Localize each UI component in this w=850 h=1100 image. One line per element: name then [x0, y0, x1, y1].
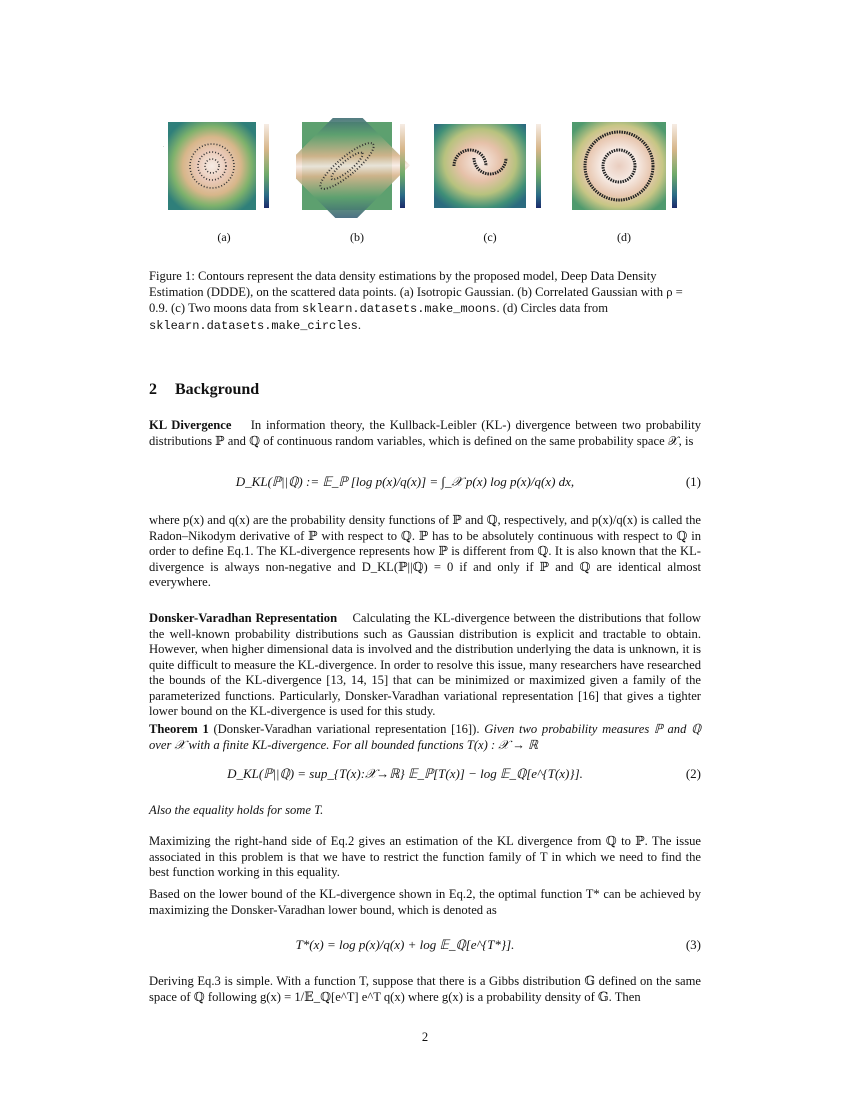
equation-1-body: D_KL(ℙ||ℚ) := 𝔼_ℙ [log p(x)/q(x)] = ∫_𝒳 p(x) log p(x)/q(x) dx,	[235, 474, 575, 489]
figure-panel-d	[568, 118, 693, 218]
kl-runin-heading: KL Divergence	[149, 418, 232, 432]
equation-3-number: (3)	[685, 937, 701, 952]
theorem-statement: Given two probability measures ℙ and ℚ over 𝒳 with a finite KL-divergence. For all bounded functions T(x) : 𝒳 → ℝ	[149, 722, 701, 752]
dv-runin-heading: Donsker-Varadhan Representation	[149, 611, 338, 625]
after-paragraph-3: Deriving Eq.3 is simple. With a function T, suppose that there is a Gibbs distribution 𝔾 defined on the same space of ℚ following g(x) = 1/𝔼_ℚ[e^T] e^T q(x) where g(x) is a probability density of 𝔾. Then	[149, 974, 701, 1004]
figure-panel-b	[296, 118, 421, 218]
theorem-source: (Donsker-Varadhan variational representation [16]).	[213, 722, 480, 736]
figure-caption	[149, 268, 701, 334]
caption-text-3: .	[357, 318, 361, 332]
figure-panel-a	[160, 118, 285, 218]
theorem-label: Theorem 1	[149, 722, 209, 736]
theorem-equality-note: Also the equality holds for some T.	[149, 803, 324, 817]
dv-text: Calculating the KL-divergence between the distributions that follow the well-known probability distributions such as Gaussian distribution is explicit and tractable to obtain. However, when higher dimensional data is involved and the distribution underlying the data is unknown, it is quite difficult to measure the KL-divergence. In order to resolve this issue, many researchers have researched the bounds of the KL-divergence [13, 14, 15] that can be minimized or maximized given a family of the parameterized functions. Particularly, Donsker-Varadhan variational representation [16] that gives a tighter lower bound on the KL-divergence is used for this study.	[149, 611, 701, 718]
panel-label-d: (d)	[617, 230, 631, 244]
equation-2-body: D_KL(ℙ||ℚ) = sup_{T(x):𝒳→ℝ} 𝔼_ℙ[T(x)] − log 𝔼_ℚ[e^{T(x)}].	[227, 766, 583, 781]
panel-label-b: (b)	[350, 230, 364, 244]
kl-text-1: In information theory, the Kullback-Leibler (KL-) divergence between two probability distributions ℙ and ℚ of continuous random variables, which is defined on the same probability space 𝒳, is	[149, 418, 701, 448]
equation-3-body: T*(x) = log p(x)/q(x) + log 𝔼_ℚ[e^{T*}].	[295, 937, 515, 952]
svg-text:·: ·	[163, 144, 165, 149]
section-number: 2	[149, 381, 157, 398]
figure-panel-c	[432, 118, 557, 218]
theorem-1	[149, 722, 701, 753]
dv-paragraph	[149, 611, 701, 720]
caption-code-2: sklearn.datasets.make_circles	[149, 319, 358, 333]
panel-label-c: (c)	[483, 230, 497, 244]
caption-text-1: Figure 1: Contours represent the data density estimations by the proposed model, Deep Data Density Estimation (DDDE), on the scattered data points. (a) Isotropic Gaussian. (b) Correlated Gaussian with ρ = 0.9. (c) Two moons data from	[149, 269, 683, 315]
page-number: 2	[421, 1030, 429, 1044]
equation-2-number: (2)	[685, 766, 701, 781]
section-heading	[149, 381, 259, 399]
after-paragraph-2: Based on the lower bound of the KL-divergence shown in Eq.2, the optimal function T* can be achieved by maximizing the Donsker-Varadhan lower bound, which is denoted as	[149, 887, 701, 917]
caption-text-2: . (d) Circles data from	[496, 301, 609, 315]
panel-label-a: (a)	[217, 230, 231, 244]
kl-paragraph-2: where p(x) and q(x) are the probability density functions of ℙ and ℚ, respectively, and p(x)/q(x) is called the Radon–Nikodym derivative of ℙ with respect to ℚ. ℙ has to be absolutely continuous with respect to ℚ in order to define Eq.1. The KL-divergence represents how ℙ is different from ℚ. It is also known that the KL-divergence is always non-negative and D_KL(ℙ||ℚ) = 0 if and only if ℙ and ℚ are identical almost everywhere.	[149, 513, 701, 589]
kl-paragraph	[149, 418, 701, 449]
section-title: Background	[175, 381, 260, 398]
caption-code-1: sklearn.datasets.make_moons	[302, 302, 497, 316]
equation-1-number: (1)	[685, 474, 701, 489]
after-paragraph-1: Maximizing the right-hand side of Eq.2 gives an estimation of the KL divergence from ℚ to ℙ. The issue associated in this problem is that we have to restrict the function family of T in which we need to find the best function working in this equality.	[149, 834, 701, 879]
